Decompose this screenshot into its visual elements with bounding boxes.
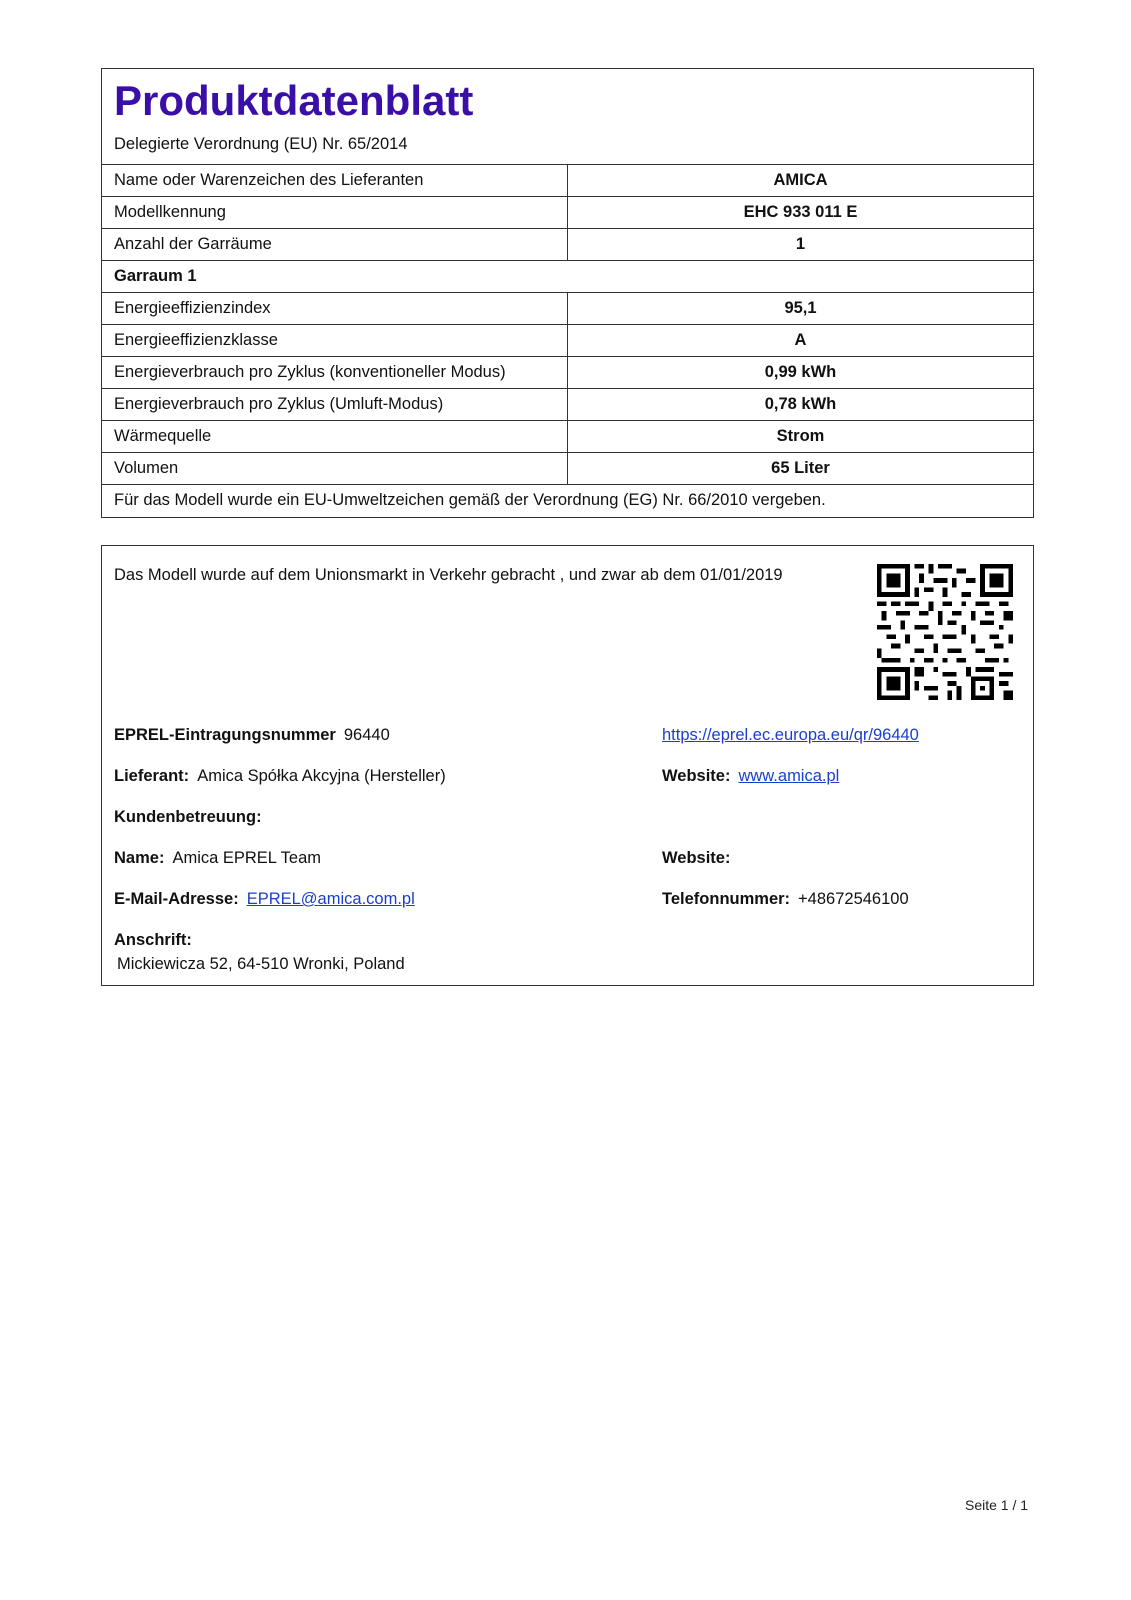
row-label: Energieeffizienzindex (102, 293, 568, 324)
email-line (114, 890, 415, 909)
address-value: Mickiewicza 52, 64-510 Wronki, Poland (117, 955, 405, 973)
phone-label: Telefonnummer: (662, 890, 791, 908)
phone-value: +48672546100 (798, 890, 909, 908)
supplier-info-box (101, 545, 1034, 986)
eprel-line (114, 726, 390, 745)
table-row (102, 293, 1033, 325)
data-table (102, 165, 1033, 517)
row-value: 95,1 (784, 299, 817, 317)
name-line (114, 849, 321, 868)
qr-code-icon[interactable] (877, 564, 1013, 700)
row-label: Wärmequelle (102, 421, 568, 452)
name-value: Amica EPREL Team (172, 849, 321, 867)
table-row (102, 229, 1033, 261)
product-data-sheet (101, 68, 1034, 518)
supplier-value: Amica Spółka Akcyjna (Hersteller) (197, 767, 446, 785)
sheet-header (102, 69, 1033, 165)
table-row (102, 389, 1033, 421)
row-label: Volumen (102, 453, 568, 484)
ecolabel-row (102, 485, 1033, 517)
section-row (102, 261, 1033, 293)
row-label: Modellkennung (102, 197, 568, 228)
row-value: Strom (776, 427, 825, 445)
page-number: Seite 1 / 1 (965, 1497, 1029, 1513)
row-label: Energieeffizienzklasse (102, 325, 568, 356)
website-label: Website: (662, 767, 731, 785)
table-row (102, 421, 1033, 453)
table-row (102, 197, 1033, 229)
page-title: Produktdatenblatt (114, 77, 474, 124)
table-row (102, 325, 1033, 357)
row-label: Name oder Warenzeichen des Lieferanten (102, 165, 568, 196)
regulation-reference: Delegierte Verordnung (EU) Nr. 65/2014 (114, 135, 408, 153)
ecolabel-note: Für das Modell wurde ein EU-Umweltzeichen gemäß der Verordnung (EG) Nr. 66/2010 vergeben. (114, 491, 826, 509)
website2-label: Website: (662, 849, 731, 867)
row-value: A (794, 331, 807, 349)
row-label: Anzahl der Garräume (102, 229, 568, 260)
email-link[interactable]: EPREL@amica.com.pl (246, 890, 415, 908)
row-value: 0,78 kWh (764, 395, 837, 413)
row-value: 65 Liter (771, 459, 830, 477)
name-label: Name: (114, 849, 165, 867)
website-line (662, 767, 839, 786)
email-label: E-Mail-Adresse: (114, 890, 239, 908)
phone-line (662, 890, 909, 909)
eprel-url-line (662, 726, 919, 745)
row-value: 1 (795, 235, 806, 253)
supplier-label: Lieferant: (114, 767, 190, 785)
table-row (102, 165, 1033, 197)
customer-service-heading: Kundenbetreuung: (114, 808, 262, 826)
supplier-line (114, 767, 446, 786)
section-label: Garraum 1 (114, 267, 197, 285)
table-row (102, 357, 1033, 389)
market-date-text: Das Modell wurde auf dem Unionsmarkt in Verkehr gebracht , und zwar ab dem 01/01/2019 (114, 566, 783, 584)
address-label: Anschrift: (114, 931, 192, 949)
row-value: AMICA (773, 171, 828, 189)
website-link[interactable]: www.amica.pl (738, 767, 840, 785)
eprel-label: EPREL-Eintragungsnummer (114, 726, 336, 744)
table-row (102, 453, 1033, 485)
row-label: Energieverbrauch pro Zyklus (Umluft-Modus) (102, 389, 568, 420)
row-value: 0,99 kWh (764, 363, 837, 381)
row-label: Energieverbrauch pro Zyklus (konventioneller Modus) (102, 357, 568, 388)
eprel-number: 96440 (343, 726, 390, 744)
eprel-url-link[interactable]: https://eprel.ec.europa.eu/qr/96440 (662, 726, 919, 744)
row-value: EHC 933 011 E (743, 203, 858, 221)
